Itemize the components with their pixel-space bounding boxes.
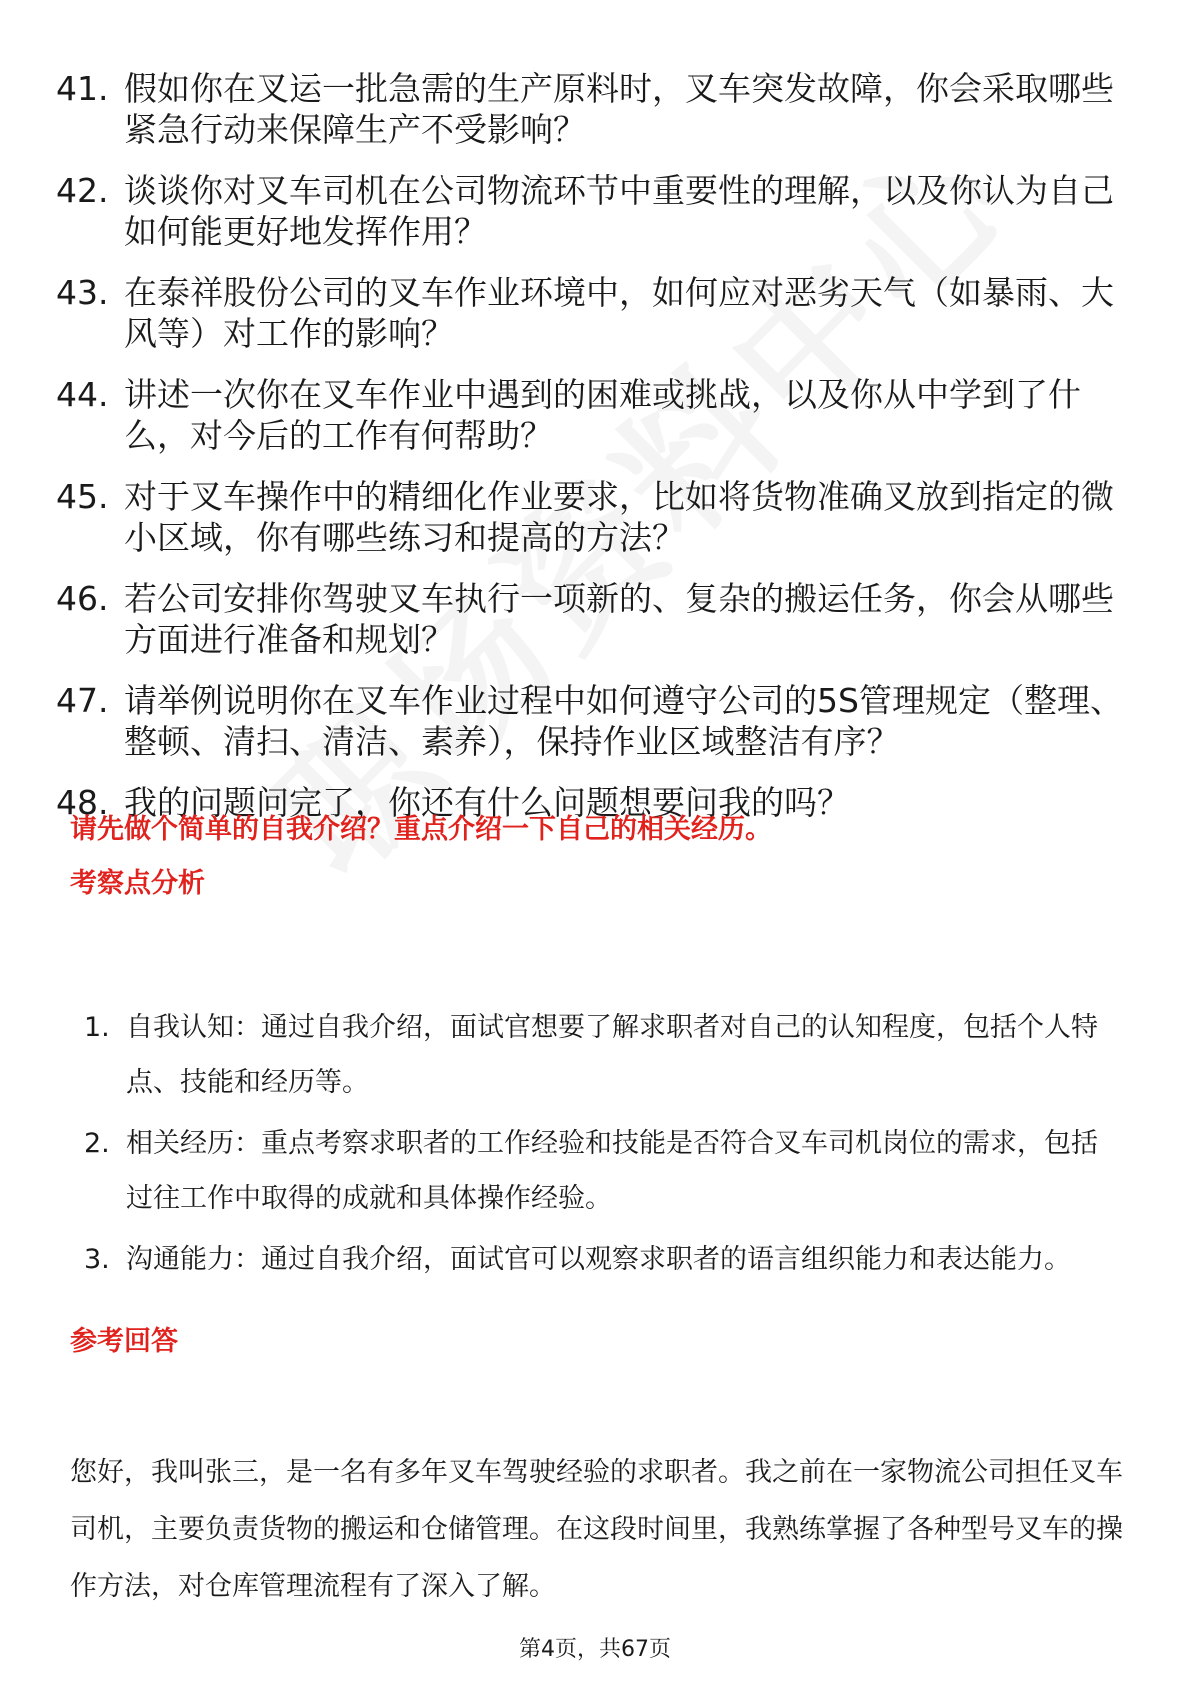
analysis-item <box>84 1000 1124 1110</box>
question-text: 我的问题问完了，你还有什么问题想要问我的吗？ <box>124 783 850 822</box>
question-number: 44. <box>56 375 109 414</box>
question-list <box>56 68 1136 843</box>
answer-heading: 参考回答 <box>70 1326 178 1357</box>
question-number: 42. <box>56 171 109 210</box>
analysis-text: 相关经历：重点考察求职者的工作经验和技能是否符合叉车司机岗位的需求，包括过往工作中取得的成就和具体操作经验。 <box>126 1128 1098 1214</box>
question-text: 请举例说明你在叉车作业过程中如何遵守公司的5S管理规定（整理、整顿、清扫、清洁、素养），保持作业区域整洁有序？ <box>124 681 1123 761</box>
question-text: 谈谈你对叉车司机在公司物流环节中重要性的理解，以及你认为自己如何能更好地发挥作用？ <box>124 171 1114 251</box>
question-item <box>56 68 1136 150</box>
page-footer: 第4页，共67页 <box>519 1637 671 1662</box>
analysis-number: 1. <box>84 1012 110 1043</box>
question-text: 若公司安排你驾驶叉车执行一项新的、复杂的搬运任务，你会从哪些方面进行准备和规划？ <box>124 579 1114 659</box>
question-item <box>56 476 1136 558</box>
question-item <box>56 680 1136 762</box>
question-number: 41. <box>56 69 109 108</box>
analysis-text: 沟通能力：通过自我介绍，面试官可以观察求职者的语言组织能力和表达能力。 <box>126 1244 1071 1275</box>
analysis-heading: 考察点分析 <box>70 868 205 899</box>
analysis-item <box>84 1232 1124 1287</box>
question-text: 在泰祥股份公司的叉车作业环境中，如何应对恶劣天气（如暴雨、大风等）对工作的影响？ <box>124 273 1114 353</box>
question-item <box>56 170 1136 252</box>
analysis-number: 3. <box>84 1244 110 1275</box>
answer-paragraph: 您好，我叫张三，是一名有多年叉车驾驶经验的求职者。我之前在一家物流公司担任叉车司机，主要负责货物的搬运和仓储管理。在这段时间里，我熟练掌握了各种型号叉车的操作方法，对仓库管理流程有了深入了解。 <box>70 1457 1123 1602</box>
analysis-list <box>84 1000 1124 1293</box>
question-item <box>56 272 1136 354</box>
question-number: 46. <box>56 579 109 618</box>
question-number: 43. <box>56 273 109 312</box>
question-item <box>56 374 1136 456</box>
question-number: 48. <box>56 783 109 822</box>
question-text: 讲述一次你在叉车作业中遇到的困难或挑战，以及你从中学到了什么，对今后的工作有何帮助？ <box>124 375 1081 455</box>
section-question-title: 请先做个简单的自我介绍？重点介绍一下自己的相关经历。 <box>70 814 772 845</box>
analysis-number: 2. <box>84 1128 110 1159</box>
analysis-item <box>84 1116 1124 1226</box>
question-text: 对于叉车操作中的精细化作业要求，比如将货物准确叉放到指定的微小区域，你有哪些练习和提高的方法？ <box>124 477 1114 557</box>
question-text: 假如你在叉运一批急需的生产原料时，叉车突发故障，你会采取哪些紧急行动来保障生产不受影响？ <box>124 69 1114 149</box>
question-number: 47. <box>56 681 109 720</box>
analysis-text: 自我认知：通过自我介绍，面试官想要了解求职者对自己的认知程度，包括个人特点、技能和经历等。 <box>126 1012 1098 1098</box>
question-number: 45. <box>56 477 109 516</box>
question-item <box>56 578 1136 660</box>
